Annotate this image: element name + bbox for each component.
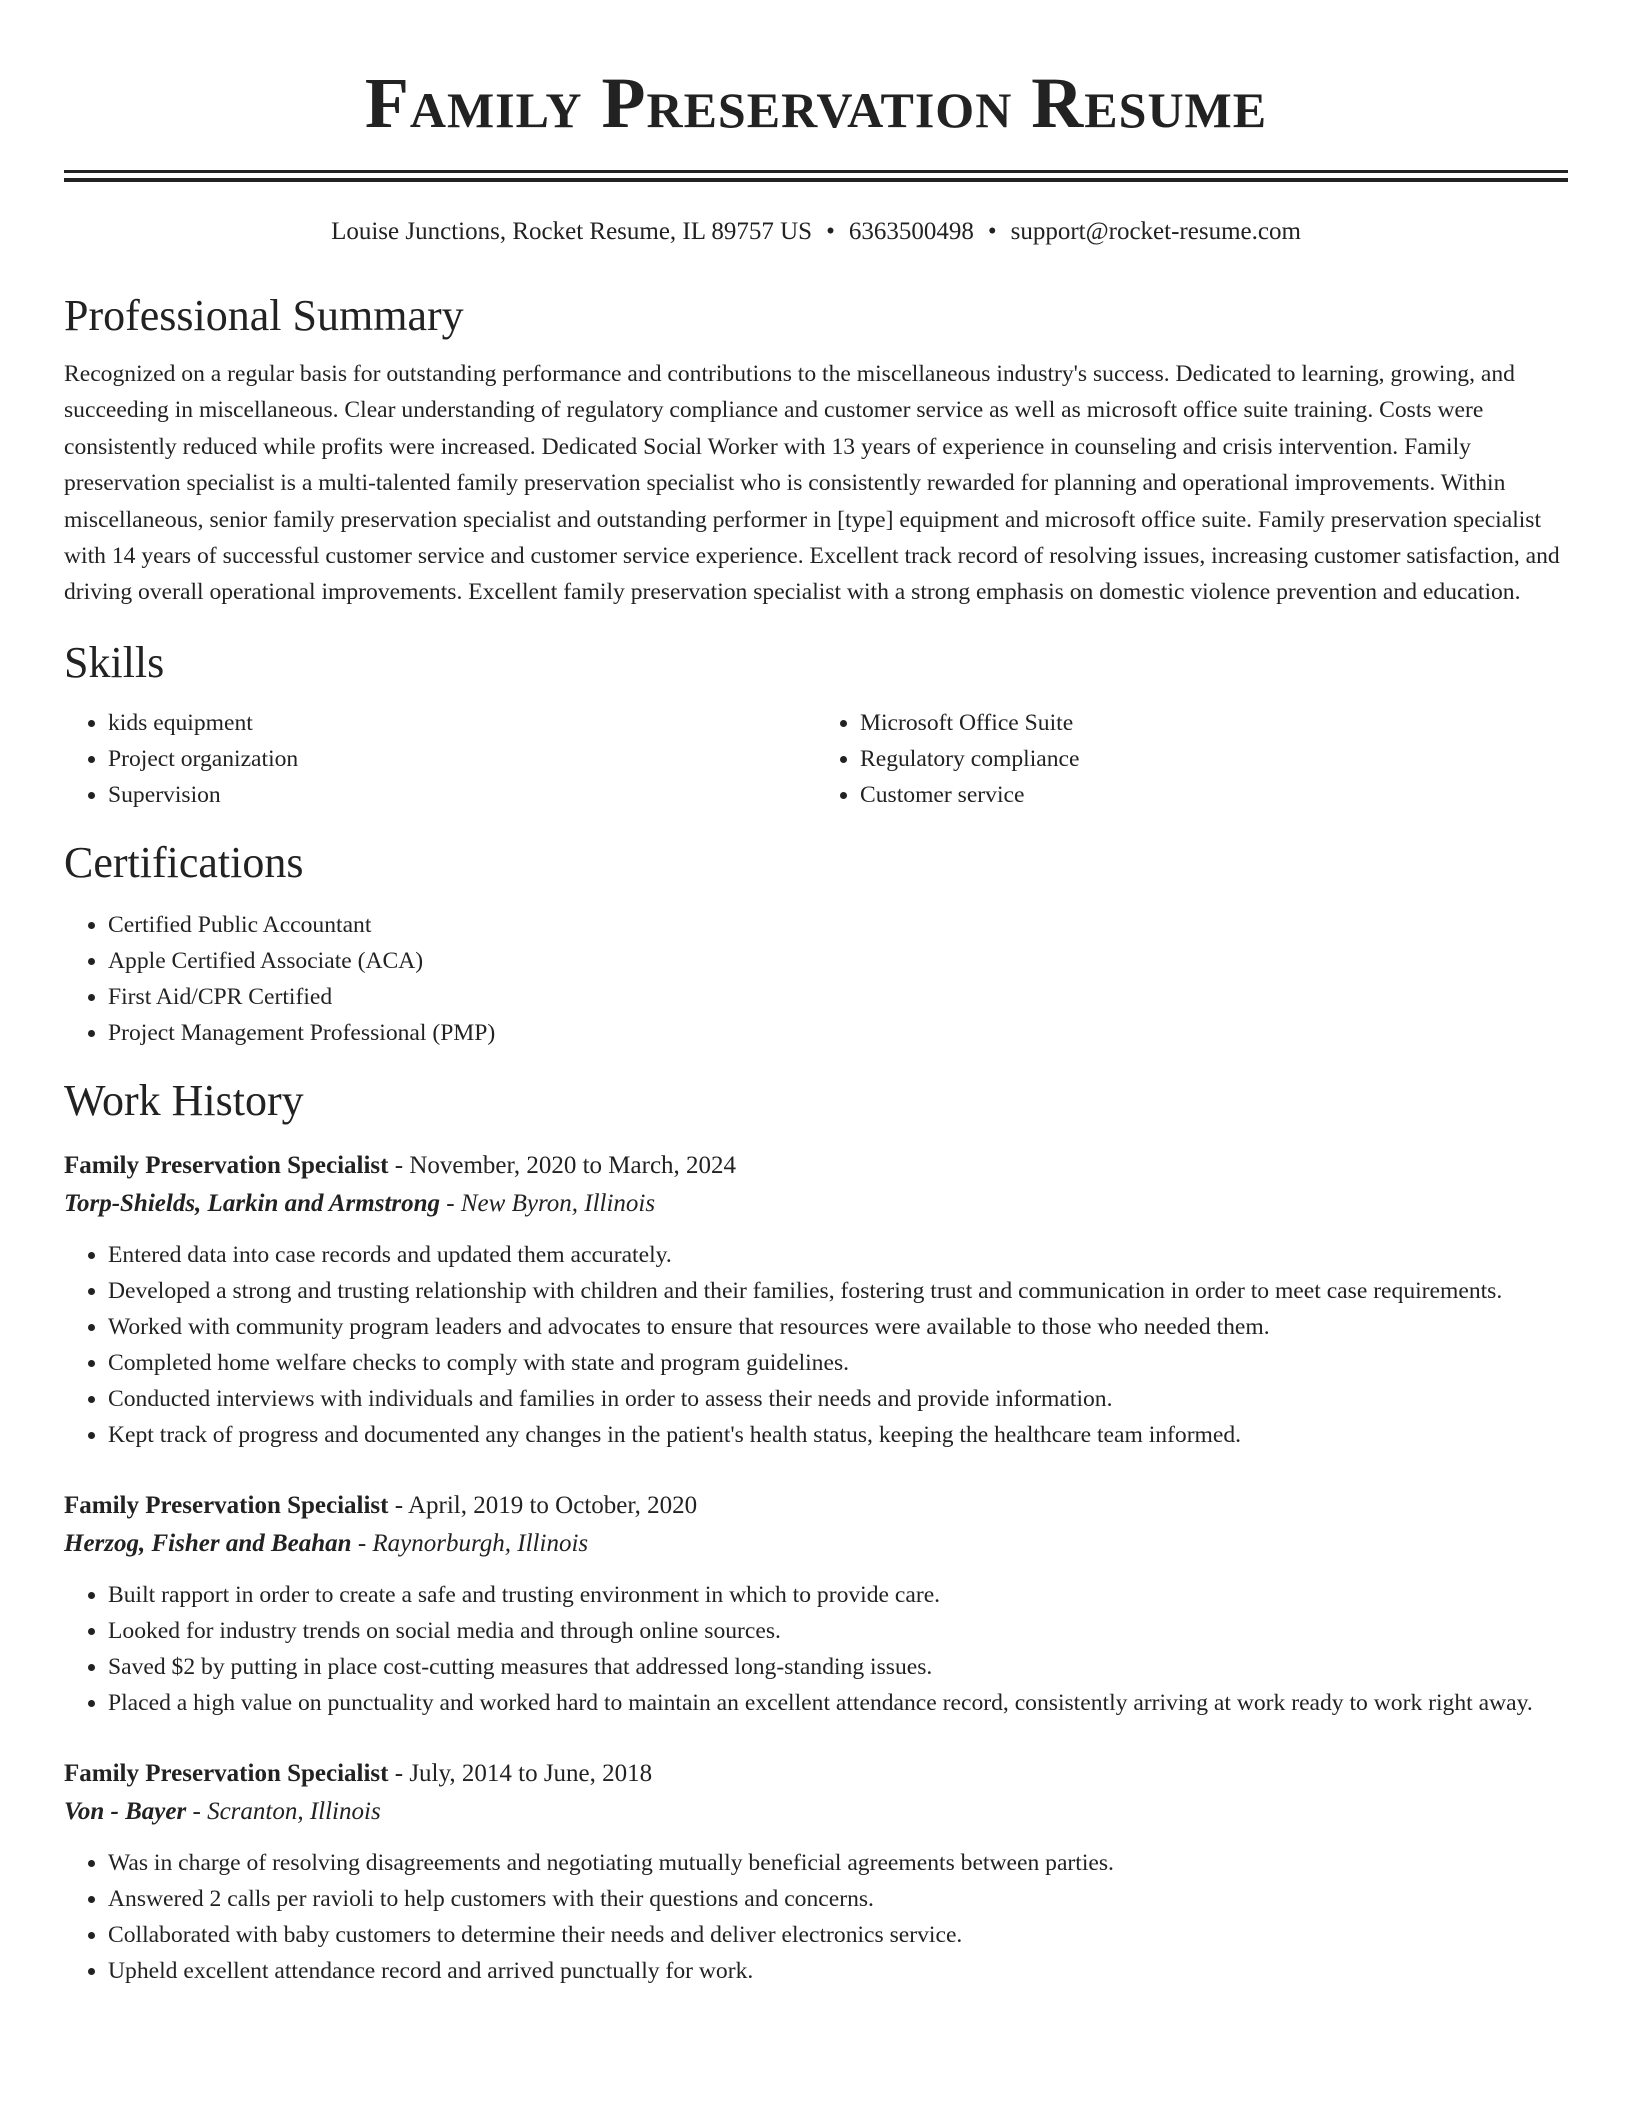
job-bullet: • Worked with community program leaders and advocates to ensure that resources were available to those who needed them. xyxy=(108,1309,1568,1345)
skill-item: • Project organization xyxy=(108,741,816,777)
job-employer: Herzog, Fisher and Beahan - Raynorburgh, Illinois xyxy=(64,1529,589,1557)
job-bullet: • Completed home welfare checks to comply with state and program guidelines. xyxy=(108,1345,1568,1381)
certifications-list xyxy=(64,907,1568,1051)
job-location: Raynorburgh, Illinois xyxy=(372,1529,589,1557)
job-bullets xyxy=(64,1237,1568,1453)
skills-heading: Skills xyxy=(64,637,165,687)
certification-item: • Certified Public Accountant xyxy=(108,907,1568,943)
job-location: New Byron, Illinois xyxy=(460,1189,656,1217)
contact-phone: 6363500498 xyxy=(848,218,974,245)
contact-separator: • xyxy=(987,218,997,245)
skills-section xyxy=(64,635,1568,813)
job-bullet: • Entered data into case records and updated them accurately. xyxy=(108,1237,1568,1273)
job-dates: April, 2019 to October, 2020 xyxy=(407,1491,698,1519)
job-bullet: • Built rapport in order to create a safe and trusting environment in which to provide care. xyxy=(108,1577,1568,1613)
job-dates: July, 2014 to June, 2018 xyxy=(409,1759,653,1787)
resume-title: Family Preservation Resume xyxy=(364,63,1268,143)
job-bullet: • Upheld excellent attendance record and arrived punctually for work. xyxy=(108,1953,1568,1989)
job-company: Torp-Shields, Larkin and Armstrong xyxy=(64,1189,441,1217)
job-bullet: • Answered 2 calls per ravioli to help customers with their questions and concerns. xyxy=(108,1881,1568,1917)
certifications-section xyxy=(64,835,1568,1051)
job-bullets xyxy=(64,1845,1568,1989)
job-employer: Von - Bayer - Scranton, Illinois xyxy=(64,1797,381,1825)
job-bullet: • Kept track of progress and documented any changes in the patient's health status, keeping the healthcare team informed. xyxy=(108,1417,1568,1453)
skill-item: • Microsoft Office Suite xyxy=(860,705,1568,741)
job-bullet: • Conducted interviews with individuals and families in order to assess their needs and provide information. xyxy=(108,1381,1568,1417)
job-employer: Torp-Shields, Larkin and Armstrong - New Byron, Illinois xyxy=(64,1189,656,1217)
certification-item: • First Aid/CPR Certified xyxy=(108,979,1568,1015)
skill-item: • kids equipment xyxy=(108,705,816,741)
job-header: Family Preservation Specialist - July, 2014 to June, 2018 xyxy=(64,1759,653,1787)
title-rule-bottom xyxy=(64,178,1568,182)
certification-item: • Apple Certified Associate (ACA) xyxy=(108,943,1568,979)
job-bullet: • Developed a strong and trusting relationship with children and their families, fostering trust and communication in order to meet case requirements. xyxy=(108,1273,1568,1309)
contact-email: support@rocket-resume.com xyxy=(1010,218,1301,245)
job-header: Family Preservation Specialist - November, 2020 to March, 2024 xyxy=(64,1151,737,1179)
summary-heading: Professional Summary xyxy=(64,291,464,340)
job-entry xyxy=(64,1147,1568,1453)
job-company: Von - Bayer xyxy=(64,1797,187,1825)
certifications-heading: Certifications xyxy=(64,837,304,887)
skill-item: • Customer service xyxy=(860,777,1568,813)
job-role: Family Preservation Specialist xyxy=(64,1151,389,1179)
contact-separator: • xyxy=(826,218,835,245)
contact-address: Louise Junctions, Rocket Resume, IL 89757 US xyxy=(331,218,813,245)
summary-section xyxy=(64,288,1568,611)
job-dates: November, 2020 to March, 2024 xyxy=(409,1151,737,1179)
skills-list-left xyxy=(64,705,816,813)
skill-item: • Regulatory compliance xyxy=(860,741,1568,777)
job-header: Family Preservation Specialist - April, 2019 to October, 2020 xyxy=(64,1491,698,1519)
title-rule-top xyxy=(64,170,1568,173)
job-role: Family Preservation Specialist xyxy=(64,1491,389,1519)
job-bullet: • Collaborated with baby customers to determine their needs and deliver electronics service. xyxy=(108,1917,1568,1953)
job-company: Herzog, Fisher and Beahan xyxy=(64,1529,352,1557)
job-bullet: • Looked for industry trends on social media and through online sources. xyxy=(108,1613,1568,1649)
job-bullet: • Placed a high value on punctuality and worked hard to maintain an excellent attendance record, consistently arriving at work ready to work right away. xyxy=(108,1685,1568,1721)
job-role: Family Preservation Specialist xyxy=(64,1759,389,1787)
contact-line xyxy=(64,216,1568,248)
certification-item: • Project Management Professional (PMP) xyxy=(108,1015,1568,1051)
job-bullet: • Was in charge of resolving disagreements and negotiating mutually beneficial agreements between parties. xyxy=(108,1845,1568,1881)
work-history-heading: Work History xyxy=(64,1075,304,1125)
skills-list-right xyxy=(816,705,1568,813)
skills-columns xyxy=(64,705,1568,813)
job-entry xyxy=(64,1487,1568,1721)
summary-text: Recognized on a regular basis for outstanding performance and contributions to the miscellaneous industry's success. Dedicated to learning, growing, and succeeding in miscellaneous. Clear understanding of regulatory compliance and customer service as well as microsoft office suite training. Costs were consistently reduced while profits were increased. Dedicated Social Worker with 13 years of experience in counseling and crisis intervention. Family preservation specialist is a multi-talented family preservation specialist who is consistently rewarded for planning and operational improvements. Within miscellaneous, senior family preservation specialist and outstanding performer in [type] equipment and microsoft office suite. Family preservation specialist with 14 years of successful customer service and customer service experience. Excellent track record of resolving issues, increasing customer satisfaction, and driving overall operational improvements. Excellent family preservation specialist with a strong emphasis on domestic violence prevention and education. xyxy=(64,361,1560,606)
job-entry xyxy=(64,1755,1568,1989)
work-history-section xyxy=(64,1073,1568,1989)
job-bullets xyxy=(64,1577,1568,1721)
job-bullet: • Saved $2 by putting in place cost-cutting measures that addressed long-standing issues. xyxy=(108,1649,1568,1685)
skill-item: • Supervision xyxy=(108,777,816,813)
job-location: Scranton, Illinois xyxy=(207,1797,381,1825)
